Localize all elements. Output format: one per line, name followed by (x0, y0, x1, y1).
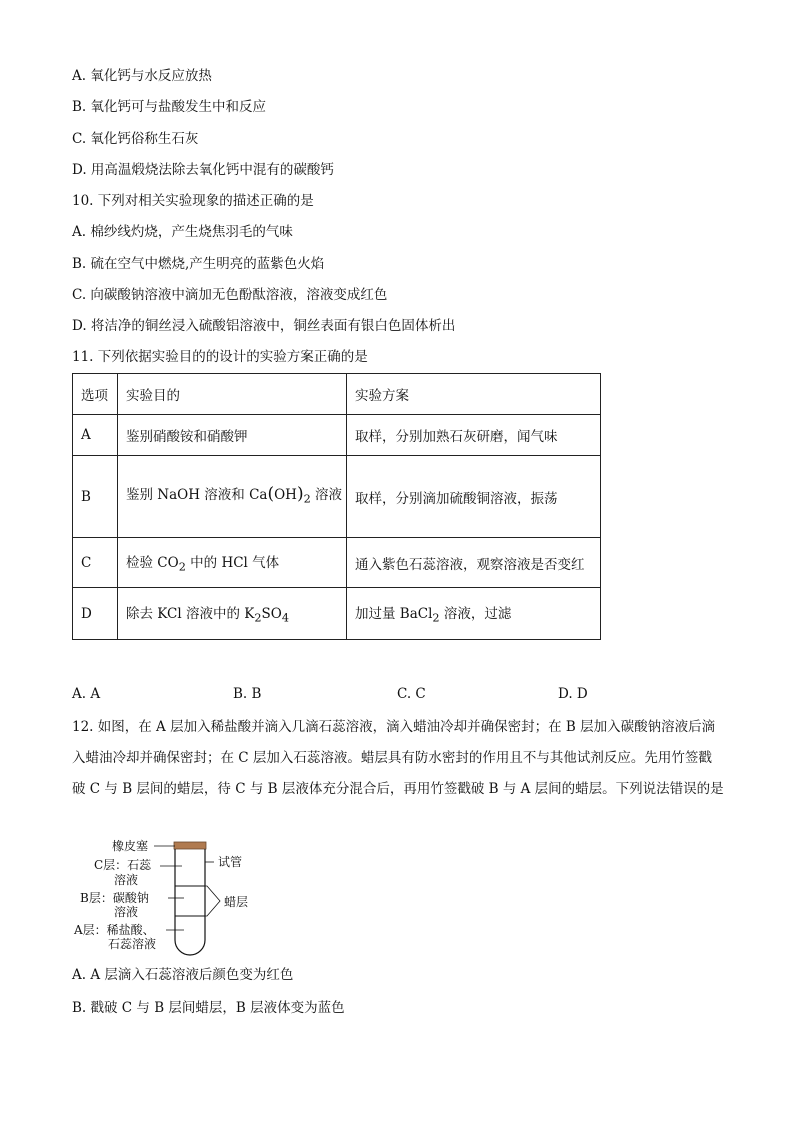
method-text: 溶液，过滤 (439, 606, 512, 623)
row-label: A (73, 415, 118, 456)
purpose-text: 溶液 (310, 486, 343, 503)
rubber-stopper (174, 842, 206, 849)
header-purpose: 实验目的 (118, 374, 347, 415)
subscript: 2 (432, 611, 440, 625)
row-purpose (118, 538, 347, 588)
q11-choice-c: C. C (397, 686, 426, 702)
q12-option-a: A. A 层滴入石蕊溶液后颜色变为红色 (72, 967, 294, 983)
table-row (73, 588, 601, 640)
q10-option-b: B. 硫在空气中燃烧,产生明亮的蓝紫色火焰 (72, 256, 325, 272)
formula-text: SO (261, 606, 282, 623)
formula-text: Ca (249, 486, 268, 503)
q12-option-b: B. 戳破 C 与 B 层间蜡层，B 层液体变为蓝色 (72, 1000, 345, 1016)
label-layer-a-sub: 石蕊溶液 (108, 937, 157, 951)
label-layer-c: C层：石蕊 (94, 858, 152, 872)
row-method (347, 588, 601, 640)
wax-bracket (196, 886, 220, 916)
formula-text: K (244, 606, 255, 623)
subscript: 2 (303, 492, 311, 506)
q11-stem: 11. 下列依据实验目的的设计的实验方案正确的是 (72, 349, 368, 365)
label-stopper: 橡皮塞 (112, 839, 149, 853)
paren-open: ( (267, 483, 275, 504)
table-row (73, 538, 601, 588)
table-row (73, 456, 601, 538)
label-layer-c-sub: 溶液 (114, 873, 139, 887)
row-purpose (118, 588, 347, 640)
q11-table (72, 373, 601, 640)
purpose-text: 中的 HCl 气体 (185, 555, 280, 572)
label-layer-b: B层：碳酸钠 (80, 891, 149, 905)
test-tube (175, 849, 205, 955)
q11-choice-a: A. A (72, 686, 101, 702)
formula-text: CO (157, 555, 179, 572)
paren-close: ) (296, 483, 304, 504)
purpose-text: 检验 (126, 555, 158, 572)
subscript: 4 (281, 611, 290, 625)
subscript: 2 (178, 560, 186, 574)
q11-choice-d: D. D (558, 686, 588, 702)
formula-text: BaCl (399, 606, 433, 623)
row-label: D (73, 588, 118, 640)
q10-option-c: C. 向碳酸钠溶液中滴加无色酚酞溶液，溶液变成红色 (72, 287, 388, 303)
row-purpose: 鉴别硝酸铵和硝酸钾 (118, 415, 347, 456)
q9-option-b: B. 氧化钙可与盐酸发生中和反应 (72, 99, 267, 115)
q9-option-d: D. 用高温煅烧法除去氧化钙中混有的碳酸钙 (72, 162, 334, 178)
test-tube-figure (72, 838, 312, 956)
q11-choice-b: B. B (233, 686, 262, 702)
subscript: 2 (254, 611, 262, 625)
q12-stem: 12. 如图，在 A 层加入稀盐酸并滴入几滴石蕊溶液，滴入蜡油冷却并确保密封；在 B 层加入碳酸钠溶液后滴入蜡油冷却并确保密封；在 C 层加入石蕊溶液。蜡层具有防水密封的作用且不与其他试剂反应。先用竹签戳破 C 与 B 层间的蜡层，待 C 与 B 层液体充分混合后，再用竹签戳破 B 与 A 层间的蜡层。下列说法错误的是 (72, 719, 724, 797)
header-method: 实验方案 (347, 374, 601, 415)
label-tube: 试管 (218, 855, 243, 869)
method-text: 加过量 (355, 606, 400, 623)
q10-stem: 10. 下列对相关实验现象的描述正确的是 (72, 193, 314, 209)
table-row (73, 415, 601, 456)
q10-option-d: D. 将洁净的铜丝浸入硫酸铝溶液中，铜丝表面有银白色固体析出 (72, 318, 456, 334)
q9-option-a: A. 氧化钙与水反应放热 (72, 68, 212, 84)
label-layer-a: A层：稀盐酸、 (74, 923, 155, 937)
q9-option-c: C. 氧化钙俗称生石灰 (72, 131, 199, 147)
purpose-text: 除去 KCl 溶液中的 (126, 606, 245, 623)
row-label: B (73, 456, 118, 538)
row-method: 取样，分别加熟石灰研磨，闻气味 (347, 415, 601, 456)
q10-option-a: A. 棉纱线灼烧，产生烧焦羽毛的气味 (72, 224, 293, 240)
row-purpose (118, 456, 347, 538)
row-method: 取样，分别滴加硫酸铜溶液，振荡 (347, 456, 601, 538)
row-method: 通入紫色石蕊溶液，观察溶液是否变红 (347, 538, 601, 588)
header-option: 选项 (73, 374, 118, 415)
label-wax: 蜡层 (224, 895, 249, 909)
table-header-row (73, 374, 601, 415)
row-label: C (73, 538, 118, 588)
purpose-text: 鉴别 NaOH 溶液和 (126, 486, 250, 503)
label-layer-b-sub: 溶液 (114, 905, 139, 919)
formula-text: OH (274, 486, 297, 503)
